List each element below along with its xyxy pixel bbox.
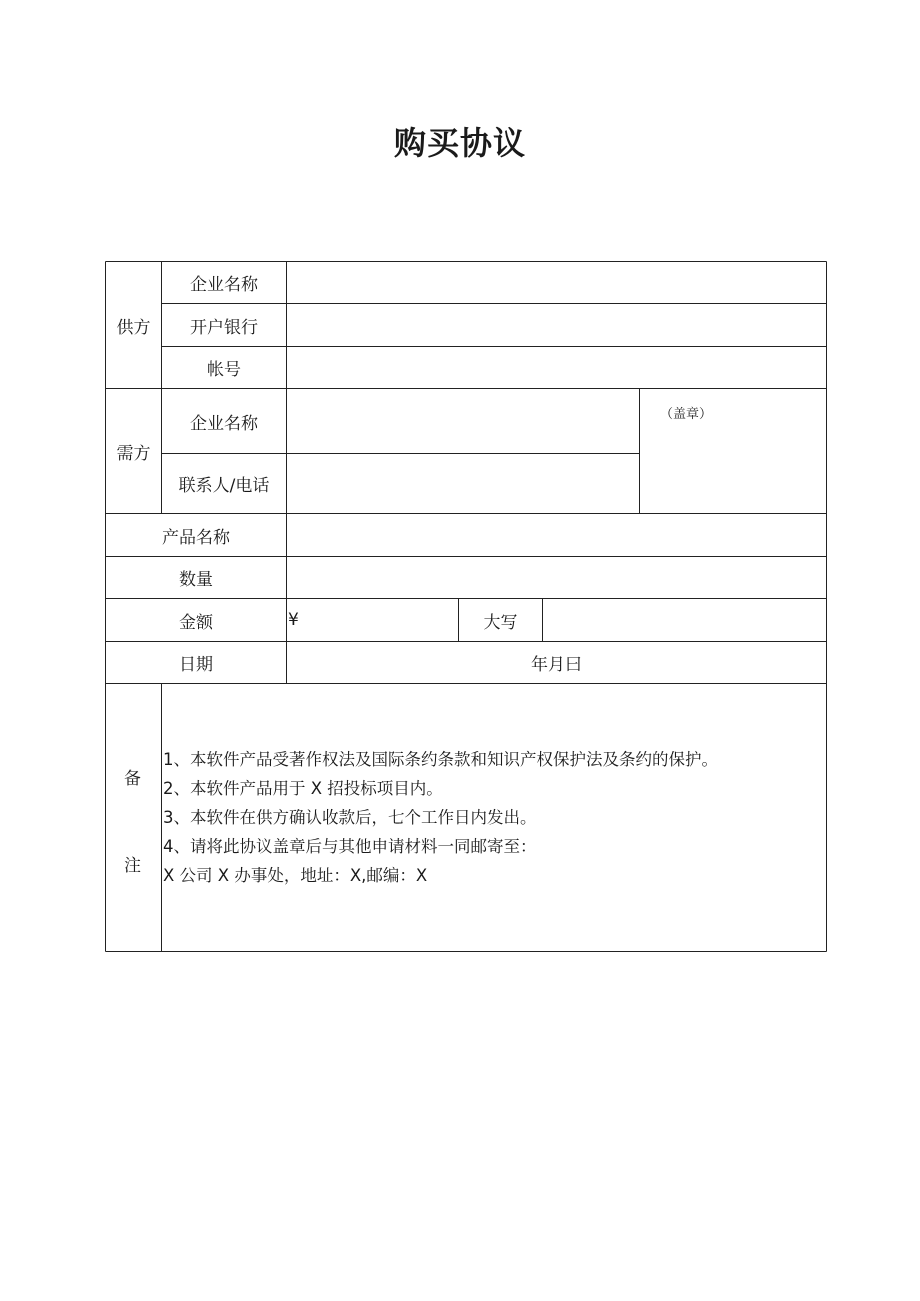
product-name-label: 产品名称	[162, 527, 230, 548]
uppercase-amount-field[interactable]	[543, 599, 826, 641]
note-line-2: 2、本软件产品用于 X 招投标项目内。	[163, 779, 443, 798]
quantity-label: 数量	[179, 570, 213, 590]
supplier-bank-field[interactable]	[287, 304, 826, 346]
supplier-account-field[interactable]	[287, 347, 826, 388]
notes-label-top: 备	[124, 769, 141, 789]
seal-area[interactable]	[640, 389, 826, 513]
seal-label: （盖章）	[659, 407, 712, 422]
amount-label: 金额	[179, 612, 213, 633]
supplier-company-field[interactable]	[287, 262, 826, 303]
buyer-company-field[interactable]	[287, 389, 639, 453]
date-label: 日期	[179, 655, 213, 675]
amount-field[interactable]: ¥	[288, 610, 299, 630]
quantity-field[interactable]	[287, 557, 826, 598]
note-line-5: X 公司 X 办事处，地址：X,邮编：X	[163, 866, 428, 885]
buyer-company-label: 企业名称	[190, 413, 258, 434]
buyer-section-label: 需方	[116, 443, 151, 464]
notes-label-bottom: 注	[124, 856, 141, 876]
supplier-account-label: 帐号	[207, 360, 241, 380]
product-name-field[interactable]	[287, 514, 826, 556]
note-line-4: 4、请将此协议盖章后与其他申请材料一同邮寄至：	[163, 837, 537, 856]
buyer-contact-field[interactable]	[287, 454, 639, 513]
date-field[interactable]: 年月曰	[531, 655, 582, 675]
buyer-contact-label: 联系人/电话	[178, 476, 270, 496]
uppercase-label: 大写	[483, 612, 518, 633]
supplier-bank-label: 开户银行	[190, 317, 258, 338]
document-title: 购买协议	[393, 124, 526, 162]
supplier-company-label: 企业名称	[190, 275, 258, 295]
note-line-1: 1、本软件产品受著作权法及国际条约条款和知识产权保护法及条约的保护。	[163, 750, 718, 769]
note-line-3: 3、本软件在供方确认收款后，七个工作日内发出。	[163, 808, 537, 827]
supplier-section-label: 供方	[116, 317, 151, 338]
